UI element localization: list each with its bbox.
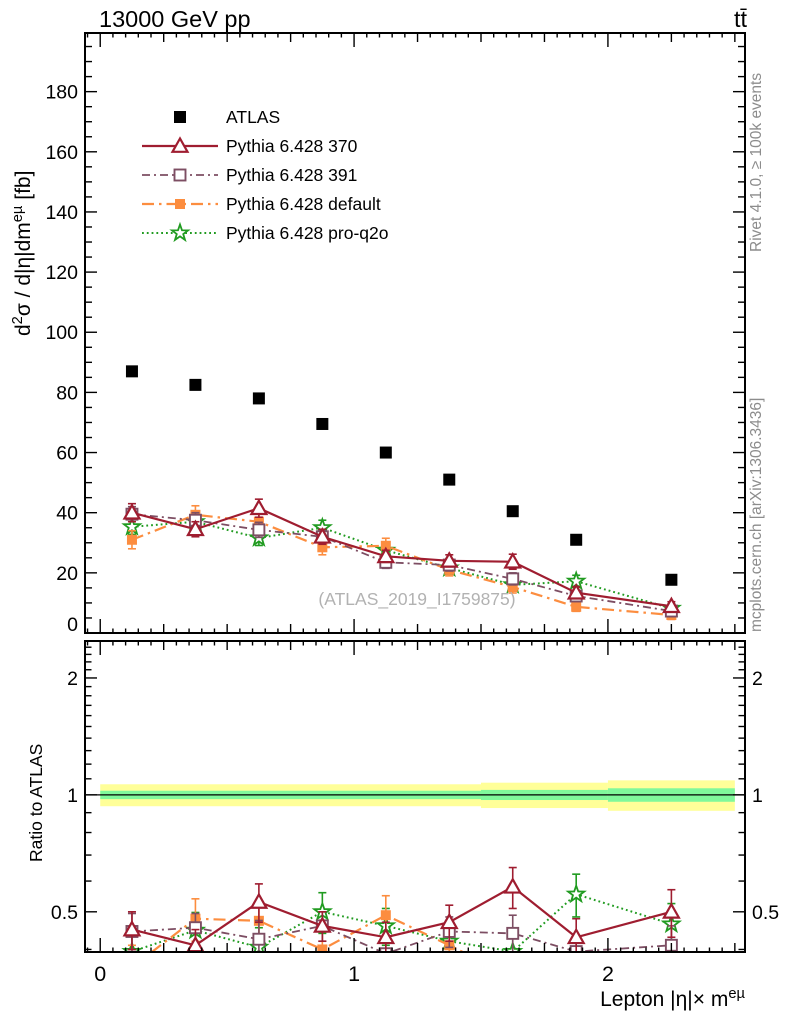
title-process: tt̄ [733, 6, 747, 32]
svg-text:1: 1 [67, 784, 78, 807]
legend-label: Pythia 6.428 370 [226, 136, 358, 156]
y-axis-label: $d^2\sigma / d|\eta|dm^{e\mu}$ [fb] [10, 170, 35, 336]
svg-text:180: 180 [45, 81, 78, 104]
title-energy: 13000 GeV pp [99, 6, 251, 32]
svg-text:0: 0 [67, 614, 78, 636]
mcplots-arxiv-note: mcplots.cern.ch [arXiv:1306.3436] [748, 397, 765, 632]
main-panel-series [124, 365, 680, 620]
svg-text:140: 140 [45, 201, 78, 224]
tick-labels [45, 82, 779, 986]
svg-text:60: 60 [56, 442, 78, 465]
legend-label: Pythia 6.428 391 [226, 165, 358, 185]
svg-text:40: 40 [56, 502, 78, 525]
svg-text:120: 120 [45, 262, 78, 285]
legend-label: Pythia 6.428 default [226, 194, 381, 214]
analysis-watermark: (ATLAS_2019_I1759875) [318, 589, 516, 609]
svg-text:2: 2 [67, 667, 78, 690]
legend [142, 107, 388, 243]
svg-text:1: 1 [752, 784, 763, 807]
x-axis-label: Lepton $|\eta|\times m^{e\mu}$ [600, 986, 745, 1011]
ratio-uncertainty-bands [100, 780, 735, 810]
svg-text:0.5: 0.5 [752, 901, 780, 924]
ratio-panel-series [124, 868, 680, 1024]
ratio-y-axis-label: Ratio to ATLAS [26, 743, 46, 862]
svg-text:80: 80 [56, 382, 78, 405]
svg-text:160: 160 [45, 141, 78, 164]
legend-label: Pythia 6.428 pro-q2o [226, 223, 389, 243]
svg-text:20: 20 [56, 562, 78, 585]
rivet-version-note: Rivet 4.1.0, ≥ 100k events [748, 72, 765, 252]
svg-text:2: 2 [601, 962, 614, 986]
svg-text:0: 0 [94, 962, 107, 986]
svg-text:2: 2 [752, 667, 763, 690]
svg-text:0.5: 0.5 [50, 901, 78, 924]
svg-text:100: 100 [45, 322, 78, 345]
svg-text:1: 1 [348, 962, 361, 986]
legend-label: ATLAS [226, 107, 281, 127]
